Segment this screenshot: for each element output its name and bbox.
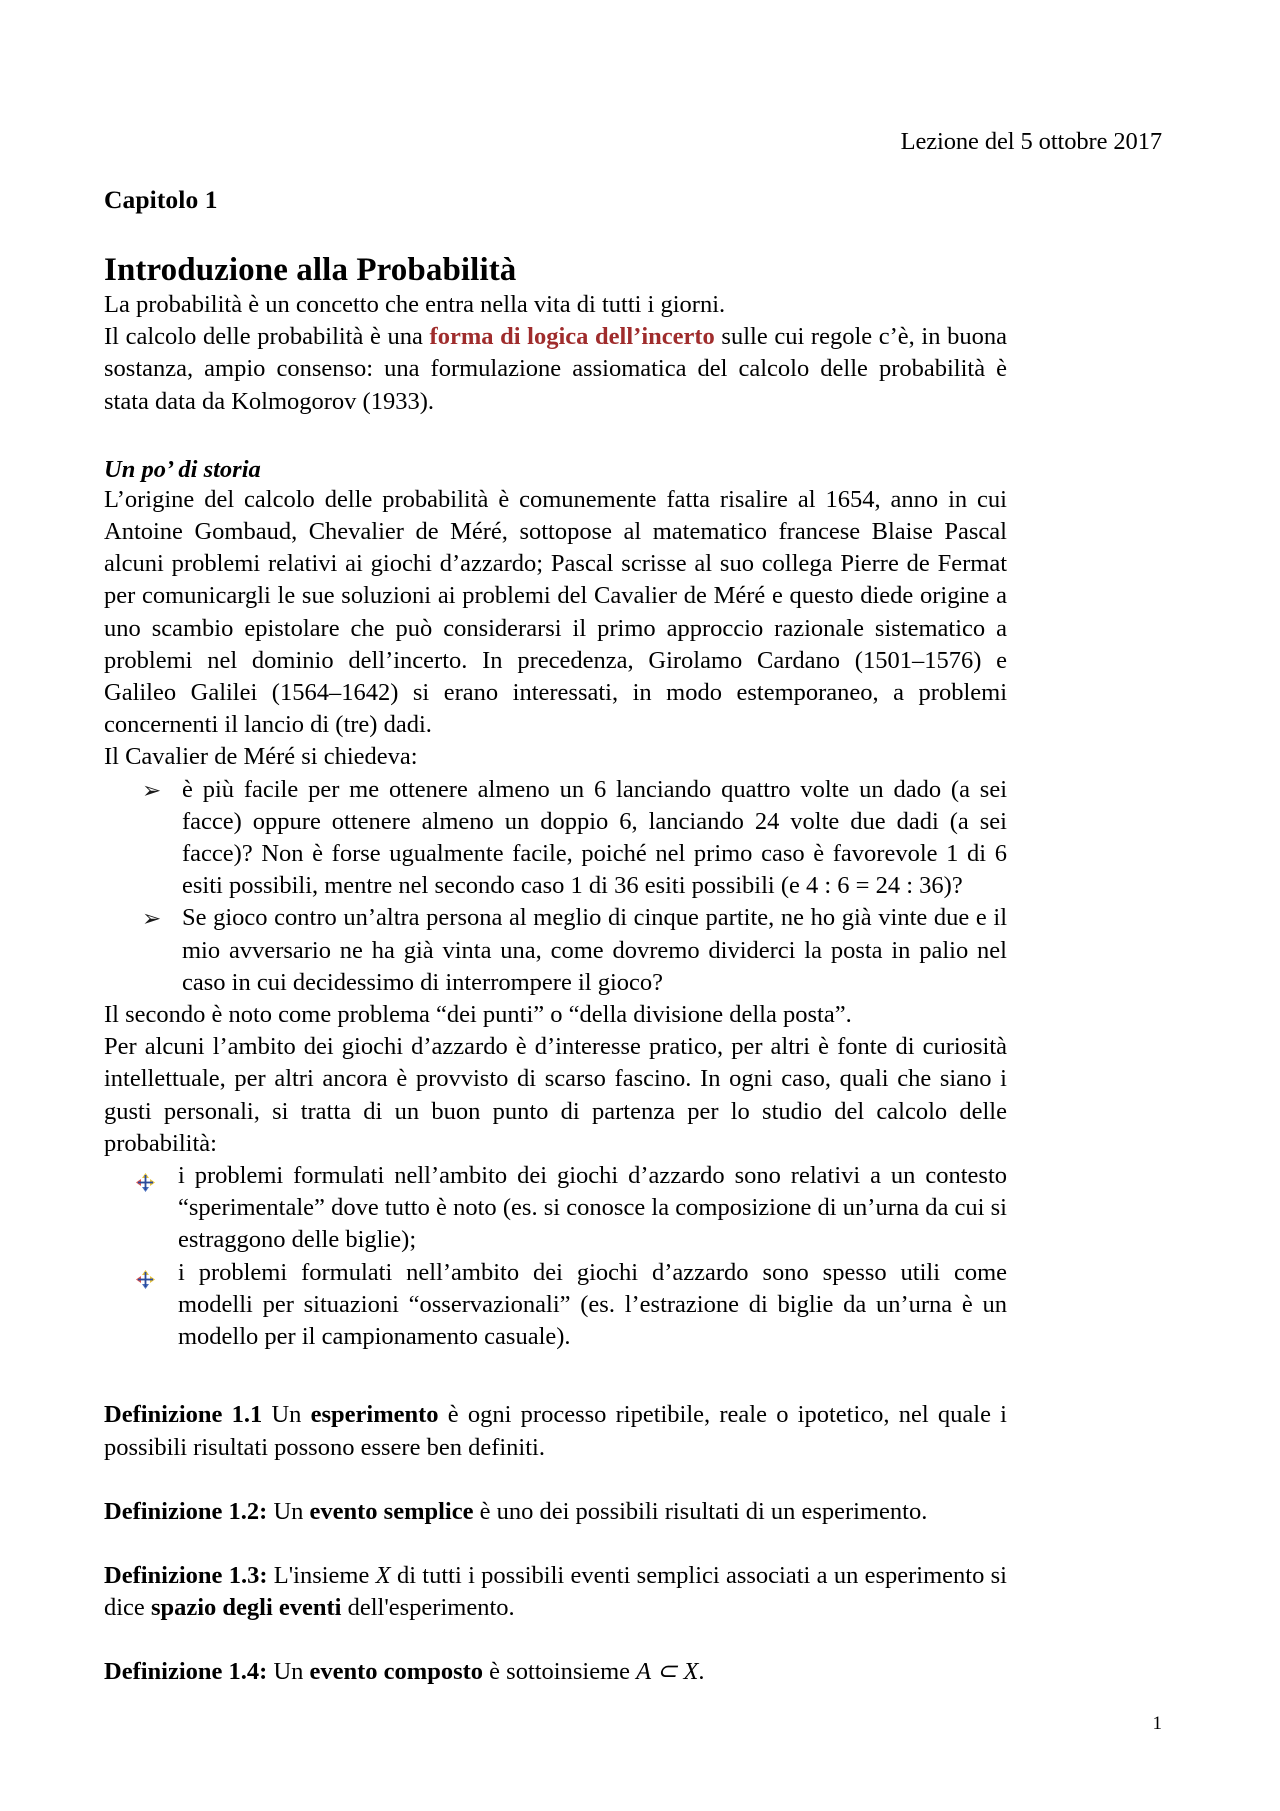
intro-text-after: sulle cui regole c’è, in buona sostanza, ampio consenso: una formulazione assiomatica del calcolo delle probabilità è stata data da Kolmogorov (1933).	[104, 323, 1007, 415]
definition-label: Definizione 1.1	[104, 1401, 263, 1429]
definition-text-before: Un	[267, 1658, 310, 1686]
definition-term: spazio degli eventi	[150, 1594, 342, 1622]
questions-list	[104, 774, 1007, 999]
definition-text-end: .	[698, 1658, 705, 1686]
list-item-text: è più facile per me ottenere almeno un 6 lanciando quattro volte un dado (a sei facce) oppure ottenere almeno un doppio 6, lanciando 24 volte due dadi (a sei facce)? Non è forse ugualmente facile, poiché nel primo caso è favorevole 1 di 6 esiti possibili, mentre nel secondo caso 1 di 36 esiti possibili (e 4 : 6 = 24 : 36)?	[182, 775, 1007, 900]
document-content	[104, 185, 1007, 1689]
list-item	[104, 902, 1007, 999]
definition-term: esperimento	[310, 1401, 439, 1429]
chapter-label: Capitolo 1	[104, 185, 218, 214]
definition-text-after: è sottoinsieme	[483, 1658, 637, 1686]
definition-text-after: dell'esperimento.	[341, 1594, 515, 1622]
arrow-bullet-icon: ➢	[142, 777, 162, 804]
definition-label: Definizione 1.4:	[104, 1658, 268, 1686]
definition-1-4	[104, 1656, 1007, 1688]
pinwheel-bullet-icon	[136, 1266, 155, 1285]
discussion-paragraph: Per alcuni l’ambito dei giochi d’azzardo è d’interesse pratico, per altri è fonte di curiosità intellettuale, per altri ancora è provvisto di scarso fascino. In ogni caso, quali che siano i gusti personali, si tratta di un buon punto di partenza per lo studio del calcolo delle probabilità:	[104, 1033, 1007, 1157]
arrow-bullet-icon: ➢	[142, 906, 162, 933]
highlight-phrase: forma di logica dell’incerto	[429, 323, 715, 351]
definition-label: Definizione 1.3:	[104, 1561, 268, 1589]
definition-text-mid: di tutti i possibili eventi semplici associati a un esperimento si dice	[104, 1561, 1007, 1622]
definition-1-3	[104, 1560, 1007, 1624]
math-expression: A ⊂ X	[636, 1658, 699, 1686]
lecture-date-header: Lezione del 5 ottobre 2017	[900, 128, 1162, 155]
page-title: Introduzione alla Probabilità	[104, 252, 517, 288]
intro-paragraph	[104, 321, 1007, 418]
list-item-text: Se gioco contro un’altra persona al meglio di cinque partite, ne ho già vinte due e il mio avversario ne ha già vinta una, come dovremo dividerci la posta in palio nel caso in cui decidessimo di interrompere il gioco?	[182, 904, 1007, 996]
definition-label: Definizione 1.2:	[104, 1497, 268, 1525]
discussion-line-1: Il secondo è noto come problema “dei punti” o “della divisione della posta”.	[104, 1001, 852, 1029]
definition-term: evento composto	[309, 1658, 484, 1686]
list-item-text: i problemi formulati nell’ambito dei giochi d’azzardo sono spesso utili come modelli per situazioni “osservazionali” (es. l’estrazione di biglie da un’urna è un modello per il campionamento casuale).	[178, 1258, 1007, 1351]
definition-1-2	[104, 1496, 1007, 1528]
list-item	[104, 774, 1007, 903]
intro-line-1: La probabilità è un concetto che entra nella vita di tutti i giorni.	[104, 291, 726, 318]
definition-1-1	[104, 1399, 1007, 1463]
list-item	[104, 1257, 1007, 1354]
definition-text-before: L'insieme	[267, 1561, 376, 1589]
intro-text-before: Il calcolo delle probabilità è una	[104, 323, 430, 351]
definition-term: evento semplice	[309, 1497, 474, 1525]
definitions-section	[104, 1399, 1007, 1688]
list-item	[104, 1160, 1007, 1257]
definition-text-before: Un	[267, 1497, 310, 1525]
history-paragraph: L’origine del calcolo delle probabilità è comunemente fatta risalire al 1654, anno in cui Antoine Gombaud, Chevalier de Méré, sottopose al matematico francese Blaise Pascal alcuni problemi relativi ai giochi d’azzardo; Pascal scrisse al suo collega Pierre de Fermat per comunicargli le sue soluzioni ai problemi del Cavalier de Méré e questo diede origine a uno scambio epistolare che può considerarsi il primo approccio razionale sistematico a problemi nel dominio dell’incerto. In precedenza, Girolamo Cardano (1501–1576) e Galileo Galilei (1564–1642) si erano interessati, in modo estemporaneo, a problemi concernenti il lancio di (tre) dadi.	[104, 485, 1007, 739]
pinwheel-bullet-icon	[136, 1169, 155, 1188]
definition-text-after: è ogni processo ripetibile, reale o ipotetico, nel quale i possibili risultati possono essere ben definiti.	[104, 1401, 1007, 1461]
definition-text-before: Un	[262, 1401, 311, 1429]
list-item-text: i problemi formulati nell’ambito dei giochi d’azzardo sono relativi a un contesto “sperimentale” dove tutto è noto (es. si conosce la composizione di un’urna da cui si estraggono delle biglie);	[178, 1162, 1007, 1254]
history-lead-in: Il Cavalier de Méré si chiedeva:	[104, 743, 418, 771]
page-number: 1	[1152, 1713, 1162, 1734]
definition-text-after: è uno dei possibili risultati di un esperimento.	[473, 1497, 928, 1525]
section-heading-history: Un po’ di storia	[104, 455, 261, 483]
points-list	[104, 1160, 1007, 1353]
math-symbol-X: X	[375, 1561, 391, 1589]
